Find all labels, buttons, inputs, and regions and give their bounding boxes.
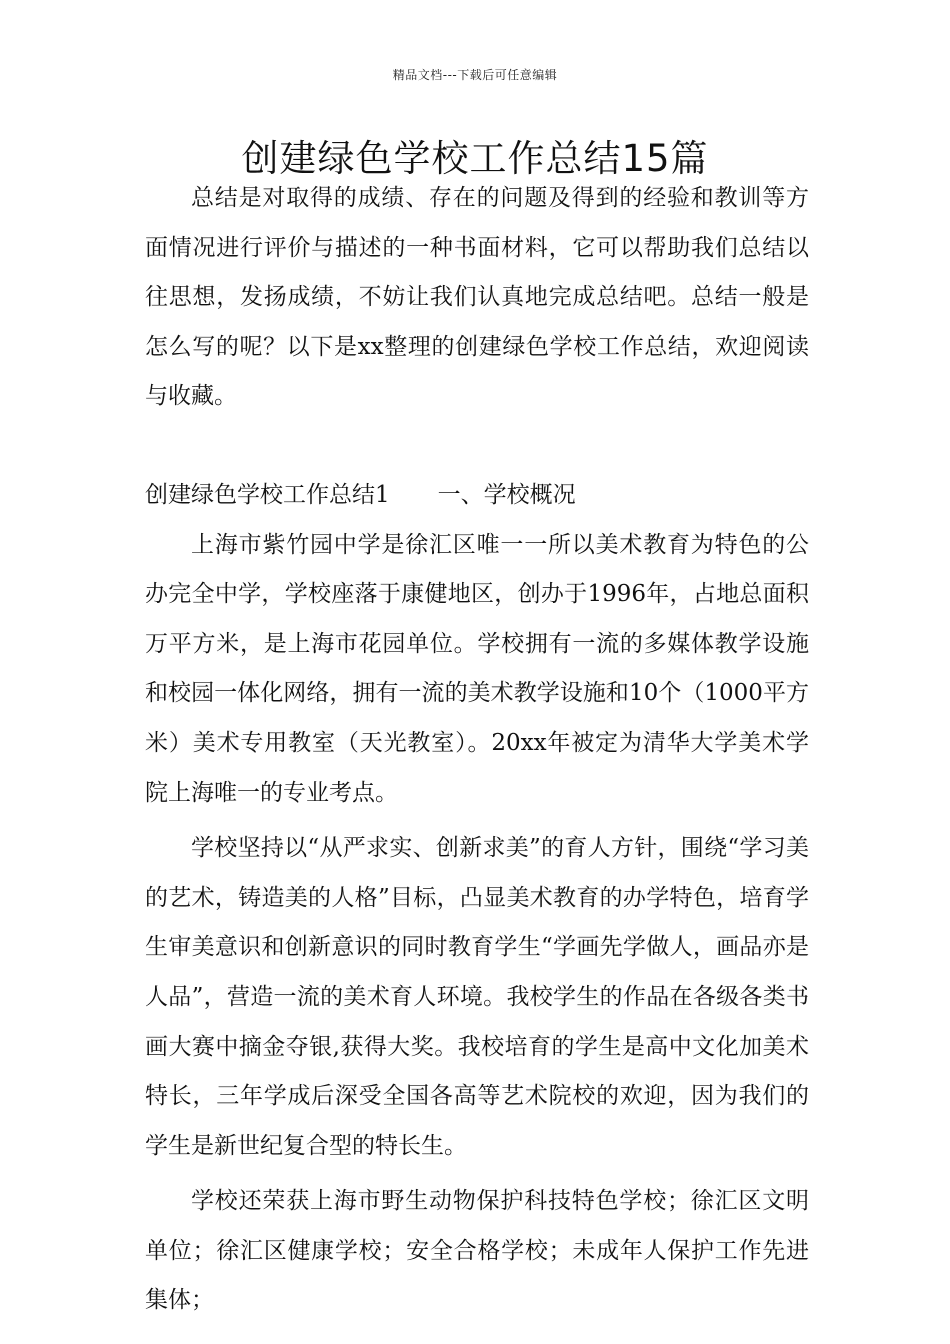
header-note: 精品文档---下载后可任意编辑 — [392, 68, 558, 82]
body-paragraph-1: 上海市紫竹园中学是徐汇区唯一一所以美术教育为特色的公办完全中学，学校座落于康健地区，创办于1996年，占地总面积万平方米，是上海市花园单位。学校拥有一流的多媒体教学设施和校园一体化网络，拥有一流的美术教学设施和10个（1000平方米）美术专用教室（天光教室）。20xx年被定为清华大学美术学院上海唯一的专业考点。 — [145, 531, 809, 806]
body-paragraph-3: 学校还荣获上海市野生动物保护科技特色学校；徐汇区文明单位；徐汇区健康学校；安全合格学校；未成年人保护工作先进集体； — [145, 1188, 809, 1314]
section-heading: 一、学校概况 — [437, 481, 576, 508]
document-body — [145, 174, 809, 1326]
body-paragraph-2: 学校坚持以“从严求实、创新求美”的育人方针，围绕“学习美的艺术，铸造美的人格”目标，凸显美术教育的办学特色，培育学生审美意识和创新意识的同时教育学生“学画先学做人，画品亦是人品”，营造一流的美术育人环境。我校学生的作品在各级各类书画大赛中摘金夺银,获得大奖。我校培育的学生是高中文化加美术特长，三年学成后深受全国各高等艺术院校的欢迎，因为我们的学生是新世纪复合型的特长生。 — [145, 835, 809, 1159]
intro-paragraph: 总结是对取得的成绩、存在的问题及得到的经验和教训等方面情况进行评价与描述的一种书面材料，它可以帮助我们总结以往思想，发扬成绩，不妨让我们认真地完成总结吧。总结一般是怎么写的呢？以下是xx整理的创建绿色学校工作总结，欢迎阅读与收藏。 — [145, 185, 809, 410]
section-label: 创建绿色学校工作总结1 — [145, 481, 390, 508]
document-title: 创建绿色学校工作总结15篇 — [241, 137, 709, 180]
section-title-line — [145, 471, 809, 521]
spacer — [145, 422, 809, 471]
